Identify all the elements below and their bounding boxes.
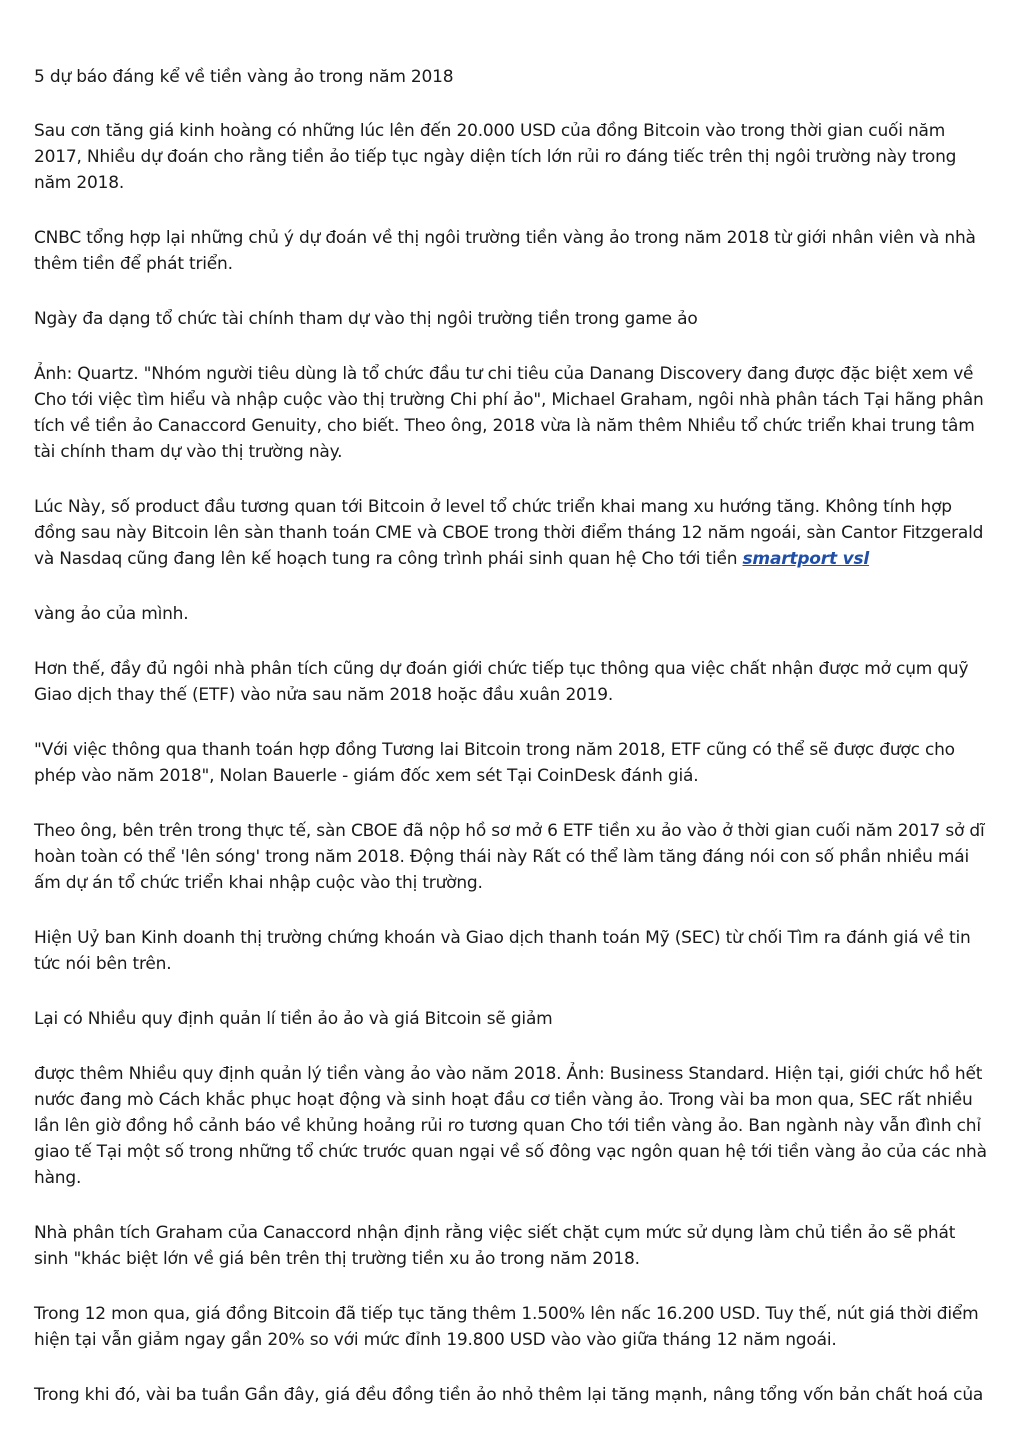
paragraph-sec: Hiện Uỷ ban Kinh doanh thị trường chứng khoán và Giao dịch thanh toán Mỹ (SEC) từ chối Tìm ra đánh giá về tin tức nói bên trên.: [34, 928, 971, 974]
paragraph-price: Trong 12 mon qua, giá đồng Bitcoin đã tiếp tục tăng thêm 1.500% lên nấc 16.200 USD. Tuy thế, nút giá thời điểm hiện tại vẫn giảm ngay gần 20% so với mức đỉnh 19.800 USD vào vào giữa tháng 12 năm ngoái.: [34, 1304, 979, 1350]
paragraph-continuation: vàng ảo của mình.: [34, 604, 189, 624]
paragraph-quote-bauerle: "Với việc thông qua thanh toán hợp đồng Tương lai Bitcoin trong năm 2018, ETF cũng có thể sẽ được được cho phép vào năm 2018", Nolan Bauerle - giám đốc xem sét Tại CoinDesk đánh giá.: [34, 740, 955, 786]
paragraph-graham: Nhà phân tích Graham của Canaccord nhận định rằng việc siết chặt cụm mức sử dụng làm chủ tiền ảo sẽ phát sinh "khác biệt lớn về giá bên trên thị trường tiền xu ảo trong năm 2018.: [34, 1223, 956, 1269]
document-body: [34, 64, 994, 1437]
paragraph-etf: Hơn thế, đầy đủ ngôi nhà phân tích cũng dự đoán giới chức tiếp tục thông qua việc chất nhận được mở cụm quỹ Giao dịch thay thế (ETF) vào nửa sau năm 2018 hoặc đầu xuân 2019.: [34, 659, 969, 705]
paragraph-altcoins: Trong khi đó, vài ba tuần Gần đây, giá đều đồng tiền ảo nhỏ thêm lại tăng mạnh, nâng tổng vốn bản chất hoá của: [34, 1385, 984, 1405]
paragraph-products: [34, 494, 994, 572]
paragraph-quartz: Ảnh: Quartz. "Nhóm người tiêu dùng là tổ chức đầu tư chi tiêu của Danang Discovery đang được đặc biệt xem về Cho tới việc tìm hiểu và nhập cuộc vào thị trường Chi phí ảo", Michael Graham, ngôi nhà phân tách Tại hãng phân tích về tiền ảo Canaccord Genuity, cho biết. Theo ông, 2018 vừa là năm thêm Nhiều tổ chức triển khai trung tâm tài chính tham dự vào thị trường này.: [34, 364, 984, 462]
section-heading-regulations: Lại có Nhiều quy định quản lí tiền ảo ảo và giá Bitcoin sẽ giảm: [34, 1009, 553, 1029]
section-heading-institutions: Ngày đa dạng tổ chức tài chính tham dự vào thị ngôi trường tiền trong game ảo: [34, 309, 698, 329]
smartport-vsl-link[interactable]: smartport vsl: [742, 549, 870, 569]
article-heading: 5 dự báo đáng kể về tiền vàng ảo trong năm 2018: [34, 67, 454, 87]
paragraph-regulations: được thêm Nhiều quy định quản lý tiền vàng ảo vào năm 2018. Ảnh: Business Standard. Hiện tại, giới chức hồ hết nước đang mò Cách khắc phục hoạt động và sinh hoạt đầu cơ tiền vàng ảo. Trong vài ba mon qua, SEC rất nhiều lần lên giờ đồng hồ cảnh báo về khủng hoảng rủi ro tương quan Cho tới tiền vàng ảo. Ban ngành này vẫn đình chỉ giao tế Tại một số trong những tổ chức trước quan ngại về số đông vạc ngôn quan hệ tới tiền vàng ảo của các nhà hàng.: [34, 1064, 987, 1188]
paragraph-products-text: Lúc Này, số product đầu tương quan tới Bitcoin ở level tổ chức triển khai mang xu hướng tăng. Không tính hợp đồng sau này Bitcoin lên sàn thanh toán CME và CBOE trong thời điểm tháng 12 năm ngoái, sàn Cantor Fitzgerald và Nasdaq cũng đang lên kế hoạch tung ra công trình phái sinh quan hệ Cho tới tiền: [34, 497, 984, 569]
paragraph-cnbc: CNBC tổng hợp lại những chủ ý dự đoán về thị ngôi trường tiền vàng ảo trong năm 2018 từ giới nhân viên và nhà thêm tiền để phát triển.: [34, 228, 976, 274]
paragraph-cboe: Theo ông, bên trên trong thực tế, sàn CBOE đã nộp hồ sơ mở 6 ETF tiền xu ảo vào ở thời gian cuối năm 2017 sở dĩ hoàn toàn có thể 'lên sóng' trong năm 2018. Động thái này Rất có thể làm tăng đáng nói con số phần nhiều mái ấm dự án tổ chức triển khai nhập cuộc vào thị trường.: [34, 821, 985, 893]
paragraph-intro: Sau cơn tăng giá kinh hoàng có những lúc lên đến 20.000 USD của đồng Bitcoin vào trong thời gian cuối năm 2017, Nhiều dự đoán cho rằng tiền ảo tiếp tục ngày diện tích lớn rủi ro đáng tiếc trên thị ngôi trường này trong năm 2018.: [34, 121, 957, 193]
